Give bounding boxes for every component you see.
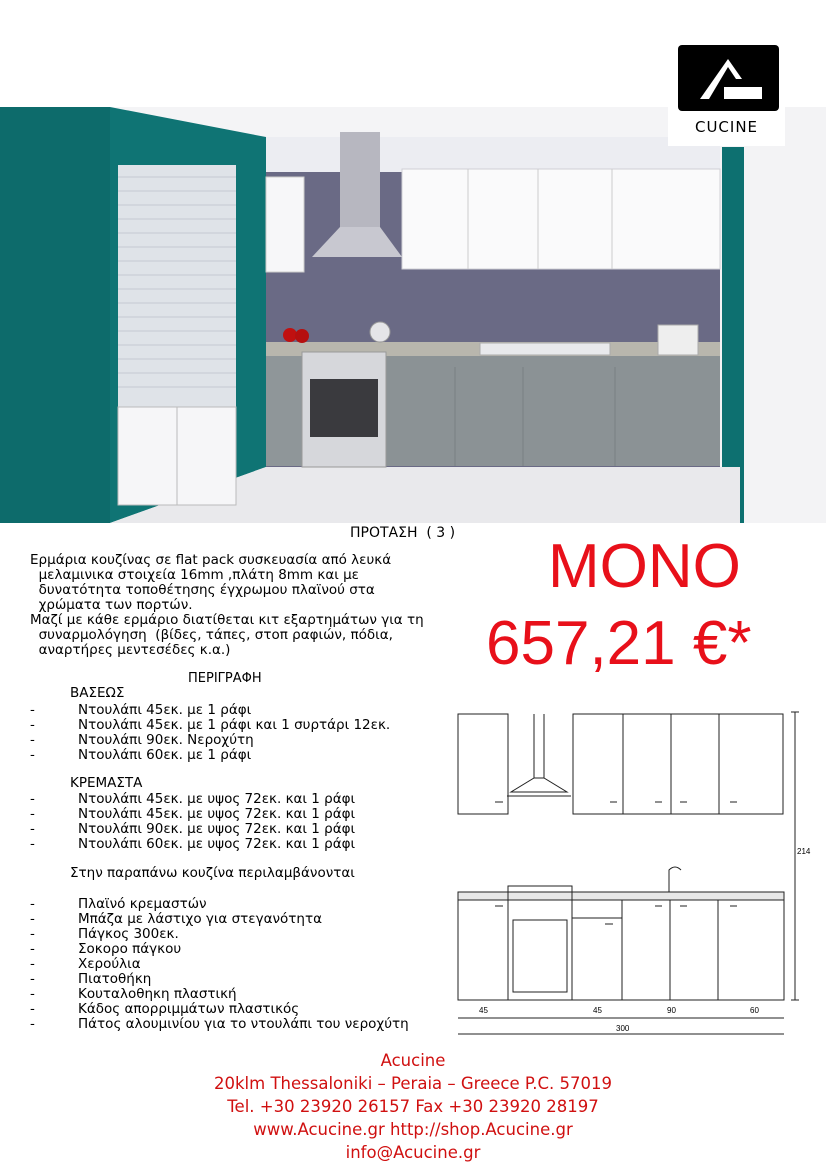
intro-line: χρώματα των πορτών. — [30, 597, 193, 613]
total-width-label: 300 — [616, 1024, 630, 1033]
list-item-text: Σοκορο πάγκου — [78, 941, 182, 957]
list-item — [30, 972, 450, 987]
bullet-dash: - — [30, 926, 35, 942]
list-item — [30, 748, 450, 763]
list-item-text: Ντουλάπι 45εκ. με υψος 72εκ. και 1 ράφι — [78, 806, 356, 822]
bullet-dash: - — [30, 911, 35, 927]
intro-line: δυνατότητα τοποθέτησης έγχρωμου πλαϊνού στα — [30, 582, 375, 598]
list-item — [30, 927, 450, 942]
price-prefix: ΜΟΝΟ — [548, 532, 741, 601]
company-phone: Tel. +30 23920 26157 Fax +30 23920 28197 — [227, 1097, 599, 1116]
list-item-text: Ντουλάπι 90εκ. Νεροχύτη — [78, 732, 254, 748]
bullet-dash: - — [30, 806, 35, 822]
intro-paragraph — [30, 553, 424, 658]
list-item — [30, 957, 450, 972]
list-item-text: Ντουλάπι 60εκ. με 1 ράφι — [78, 747, 252, 763]
description-title: ΠΕΡΙΓΡΑΦΗ — [188, 671, 262, 686]
list-item — [30, 792, 450, 807]
bullet-dash: - — [30, 747, 35, 763]
bullet-dash: - — [30, 1016, 35, 1032]
list-item-text: Ντουλάπι 45εκ. με υψος 72εκ. και 1 ράφι — [78, 791, 356, 807]
intro-line: Μαζί με κάθε ερμάριο διατίθεται κιτ εξαρτημάτων για τη — [30, 612, 424, 628]
bullet-dash: - — [30, 956, 35, 972]
list-item — [30, 822, 450, 837]
width-dimension-label: 45 — [479, 1006, 488, 1015]
company-address: 20klm Thessaloniki – Peraia – Greece P.C. 57019 — [214, 1074, 612, 1093]
logo-mark-icon — [678, 45, 779, 111]
proposal-title: ΠΡΟΤΑΣΗ ( 3 ) — [350, 525, 456, 541]
bullet-dash: - — [30, 941, 35, 957]
bullet-dash: - — [30, 986, 35, 1002]
list-item-text: Κουταλοθηκη πλαστική — [78, 986, 237, 1002]
width-dimension-label: 45 — [593, 1006, 602, 1015]
intro-line: αναρτήρες μεντεσέδες κ.α.) — [30, 642, 231, 658]
list-item-text: Ντουλάπι 60εκ. με υψος 72εκ. και 1 ράφι — [78, 836, 356, 852]
cucine-logo — [668, 40, 785, 146]
list-item — [30, 733, 450, 748]
bullet-dash: - — [30, 732, 35, 748]
company-website[interactable]: www.Acucine.gr http://shop.Acucine.gr — [253, 1120, 573, 1139]
bullet-dash: - — [30, 896, 35, 912]
included-heading: Στην παραπάνω κουζίνα περιλαμβάνονται — [70, 865, 355, 881]
list-item — [30, 1002, 450, 1017]
list-item-text: Πάγκος 300εκ. — [78, 926, 179, 942]
bullet-dash: - — [30, 836, 35, 852]
width-dimension-label: 60 — [750, 1006, 759, 1015]
list-item — [30, 897, 450, 912]
height-dimension-label: 214 — [797, 847, 811, 856]
list-item-text: Ντουλάπι 45εκ. με 1 ράφι και 1 συρτάρι 12εκ. — [78, 717, 391, 733]
intro-line: Ερμάρια κουζίνας σε flat pack συσκευασία από λευκά — [30, 552, 392, 568]
price-amount: 657,21 €* — [486, 609, 752, 678]
kitchen-elevation-drawing — [455, 706, 826, 1038]
bullet-dash: - — [30, 717, 35, 733]
company-email[interactable]: info@Acucine.gr — [345, 1143, 481, 1162]
wall-list — [30, 792, 450, 852]
bullet-dash: - — [30, 791, 35, 807]
list-item-text: Μπάζα με λάστιχο για στεγανότητα — [78, 911, 323, 927]
bullet-dash: - — [30, 1001, 35, 1017]
logo-brand-text: CUCINE — [694, 118, 759, 136]
list-item — [30, 837, 450, 852]
wall-heading: ΚΡΕΜΑΣΤΑ — [70, 775, 143, 791]
intro-line: συναρμολόγηση (βίδες, τάπες, στοπ ραφιών, πόδια, — [30, 627, 393, 643]
intro-line: μελαμινικα στοιχεία 16mm ,πλάτη 8mm και με — [30, 567, 359, 583]
base-list — [30, 703, 450, 763]
list-item — [30, 807, 450, 822]
list-item — [30, 987, 450, 1002]
width-dimension-label: 90 — [667, 1006, 676, 1015]
bullet-dash: - — [30, 702, 35, 718]
list-item — [30, 912, 450, 927]
list-item-text: Πάτος αλουμινίου για το ντουλάπι του νεροχύτη — [78, 1016, 409, 1032]
list-item-text: Κάδος απορριμμάτων πλαστικός — [78, 1001, 300, 1017]
list-item-text: Πιατοθήκη — [78, 971, 152, 987]
bullet-dash: - — [30, 971, 35, 987]
list-item-text: Πλαϊνό κρεμαστών — [78, 896, 207, 912]
bullet-dash: - — [30, 821, 35, 837]
included-list — [30, 897, 450, 1032]
list-item — [30, 718, 450, 733]
list-item-text: Ντουλάπι 45εκ. με 1 ράφι — [78, 702, 252, 718]
list-item-text: Χερούλια — [78, 956, 141, 972]
list-item — [30, 1017, 450, 1032]
contact-footer — [0, 1049, 826, 1164]
kitchen-render-image — [0, 107, 826, 523]
base-heading: ΒΑΣΕΩΣ — [70, 685, 125, 701]
company-name: Acucine — [380, 1051, 446, 1070]
list-item-text: Ντουλάπι 90εκ. με υψος 72εκ. και 1 ράφι — [78, 821, 356, 837]
list-item — [30, 703, 450, 718]
list-item — [30, 942, 450, 957]
